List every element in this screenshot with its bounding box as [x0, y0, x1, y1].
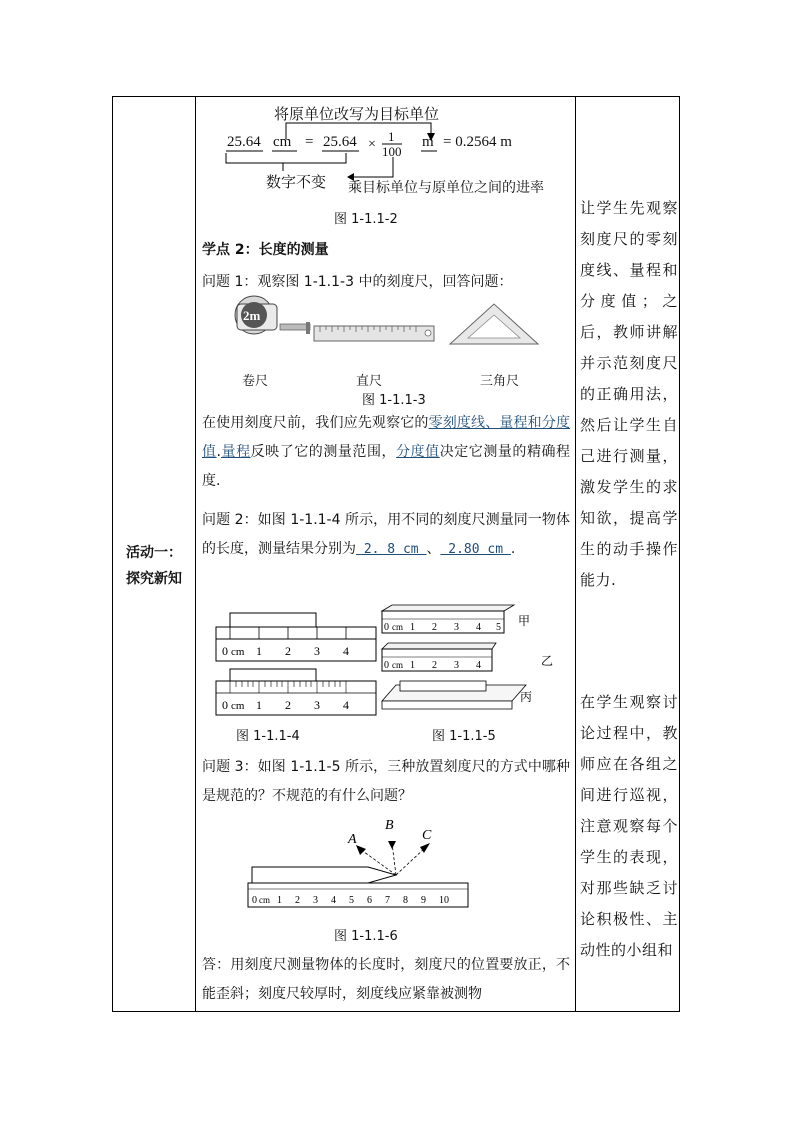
fig4-bottom-tick: cm [231, 700, 245, 712]
conversion-bottom-left-label: 数字不变 [266, 173, 327, 191]
answer-end: . [510, 541, 516, 557]
fig6-tick: cm [259, 895, 270, 905]
teaching-note-1: 让学生先观察刻度尺的零刻度线、量程和分度值；之后，教师讲解并示范刻度尺的正确用法，然后让学生自己进行测量，激发学生的求知欲，提高学生的动手操作能力. [580, 199, 678, 589]
tape-label: 卷尺 [242, 374, 269, 389]
tool-usage-paragraph [202, 409, 570, 496]
fig5-yi-tick: 4 [476, 660, 481, 671]
fig4-caption: 图 1-1.1-4 [236, 729, 300, 744]
fig4-bottom-tick: 2 [285, 698, 291, 712]
fig6-tick: 1 [277, 895, 282, 906]
question-1: 问题 1：观察图 1-1.1-3 中的刻度尺，回答问题： [202, 274, 513, 290]
fig5-caption: 图 1-1.1-5 [432, 729, 496, 744]
fig4-bottom-tick: 4 [343, 698, 349, 712]
conversion-top-label: 将原单位改写为目标单位 [274, 105, 440, 123]
teaching-notes-column [576, 97, 681, 1011]
tools-illustration [196, 295, 575, 365]
fig4-top-tick: cm [231, 646, 245, 658]
content-column [196, 97, 575, 1011]
fig5-yi-tick: cm [392, 660, 403, 670]
fig6-tick: 10 [439, 895, 449, 906]
reading-angle-figure [196, 815, 575, 955]
conversion-left-value: 25.64 [227, 134, 261, 150]
ruler-label: 直尺 [356, 374, 383, 389]
range-link: 量程 [221, 444, 251, 460]
fig5-jia-tick: 5 [496, 622, 501, 633]
conversion-mid-value: 25.64 [323, 134, 357, 150]
activity-label-line1: 活动一： [126, 545, 182, 561]
tools-caption: 图 1-1.1-3 [362, 393, 426, 408]
activity-cell [113, 540, 195, 592]
fig6-caption: 图 1-1.1-6 [334, 929, 398, 944]
conversion-frac-num: 1 [388, 129, 395, 144]
fig5-yi-tick: 3 [454, 660, 459, 671]
fig4-bottom-tick: 3 [314, 698, 320, 712]
fig5-yi-tick: 0 [384, 660, 389, 671]
fig6-tick: 0 [252, 895, 257, 906]
fig4-top-tick: 0 [222, 644, 228, 658]
fig5-jia-tick: 3 [454, 622, 459, 633]
fig5-jia-tick: 4 [476, 622, 481, 633]
answer-2-8cm: 2. 8 cm [356, 542, 427, 557]
fig5-yi-tick: 1 [410, 660, 415, 671]
activity-label-line2: 探究新知 [126, 571, 182, 587]
fig5-jia-tick: cm [392, 622, 403, 632]
division-value-link: 分度值 [396, 444, 440, 460]
fig5-label-yi: 乙 [541, 654, 554, 668]
fig6-tick: 5 [349, 895, 354, 906]
fig6-tick: 6 [367, 895, 372, 906]
view-label-c: C [422, 828, 432, 843]
answer-2-80cm: 2.80 cm [440, 542, 511, 557]
reading-angle-diagram [196, 815, 575, 915]
figure-caption: 图 1-1.1-2 [334, 212, 398, 227]
triangle-label: 三角尺 [480, 374, 520, 389]
fig6-tick: 2 [295, 895, 300, 906]
fig5-jia-tick: 2 [432, 622, 437, 633]
fig6-tick: 3 [313, 895, 318, 906]
view-label-b: B [385, 818, 394, 833]
fig4-top-tick: 2 [285, 644, 291, 658]
question-3: 问题 3：如图 1-1.1-5 所示，三种放置刻度尺的方式中哪种是规范的？不规范的有什么问题？ [202, 759, 570, 804]
unit-conversion-diagram [196, 97, 575, 197]
tape-mark-text: 2m [243, 308, 261, 323]
conversion-result: = 0.2564 m [443, 134, 512, 150]
fig4-top-tick: 3 [314, 644, 320, 658]
zero-range-division-link: 零刻度线、量程和分度值 [202, 415, 571, 460]
fig6-tick: 4 [331, 895, 336, 906]
para1-text: 在使用刻度尺前，我们应先观察它的 [202, 415, 429, 431]
measuring-tools-figure [196, 295, 575, 408]
answer-separator: 、 [426, 541, 441, 557]
para1-text: 决定它测量的精确程度. [202, 444, 571, 489]
conversion-bottom-right-label: 乘目标单位与原单位之间的进率 [348, 180, 544, 196]
question-2-text: 问题 2：如图 1-1.1-4 所示，用不同的刻度尺测量同一物体的长度，测量结果分别为 [202, 512, 570, 557]
fig6-tick: 8 [403, 895, 408, 906]
conversion-target-unit: m [422, 134, 434, 150]
answer-paragraph: 答：用刻度尺测量物体的长度时，刻度尺的位置要放正，不能歪斜；刻度尺较厚时，刻度线应紧靠被测物 [202, 957, 570, 1002]
fig4-bottom-tick: 0 [222, 698, 228, 712]
fig4-top-tick: 1 [256, 644, 262, 658]
lesson-table [112, 96, 680, 1012]
section-title: 学点 2：长度的测量 [202, 242, 329, 258]
teaching-note-2: 在学生观察讨论过程中，教师应在各组之间进行巡视，注意观察每个学生的表现，对那些缺乏讨论积极性、主动性的小组和 [580, 693, 678, 959]
fig5-label-jia: 甲 [518, 614, 531, 628]
fig6-tick: 7 [385, 895, 390, 906]
para1-text: 反映了它的测量范围， [250, 444, 397, 460]
ruler-diagrams [196, 597, 575, 722]
fig5-jia-tick: 1 [410, 622, 415, 633]
conversion-frac-den: 100 [382, 144, 402, 159]
fig4-top-tick: 4 [343, 644, 349, 658]
fig5-yi-tick: 2 [432, 660, 437, 671]
fig4-bottom-tick: 1 [256, 698, 262, 712]
fig6-tick: 9 [421, 895, 426, 906]
conversion-times: × [368, 137, 376, 152]
conversion-left-unit: cm [273, 134, 292, 150]
view-label-a: A [348, 832, 357, 847]
fig5-label-bing: 丙 [520, 690, 533, 704]
para1-text: . [216, 444, 221, 460]
conversion-equals: = [305, 134, 314, 150]
fig5-jia-tick: 0 [384, 622, 389, 633]
question-2 [202, 506, 570, 564]
ruler-figures [196, 597, 575, 759]
